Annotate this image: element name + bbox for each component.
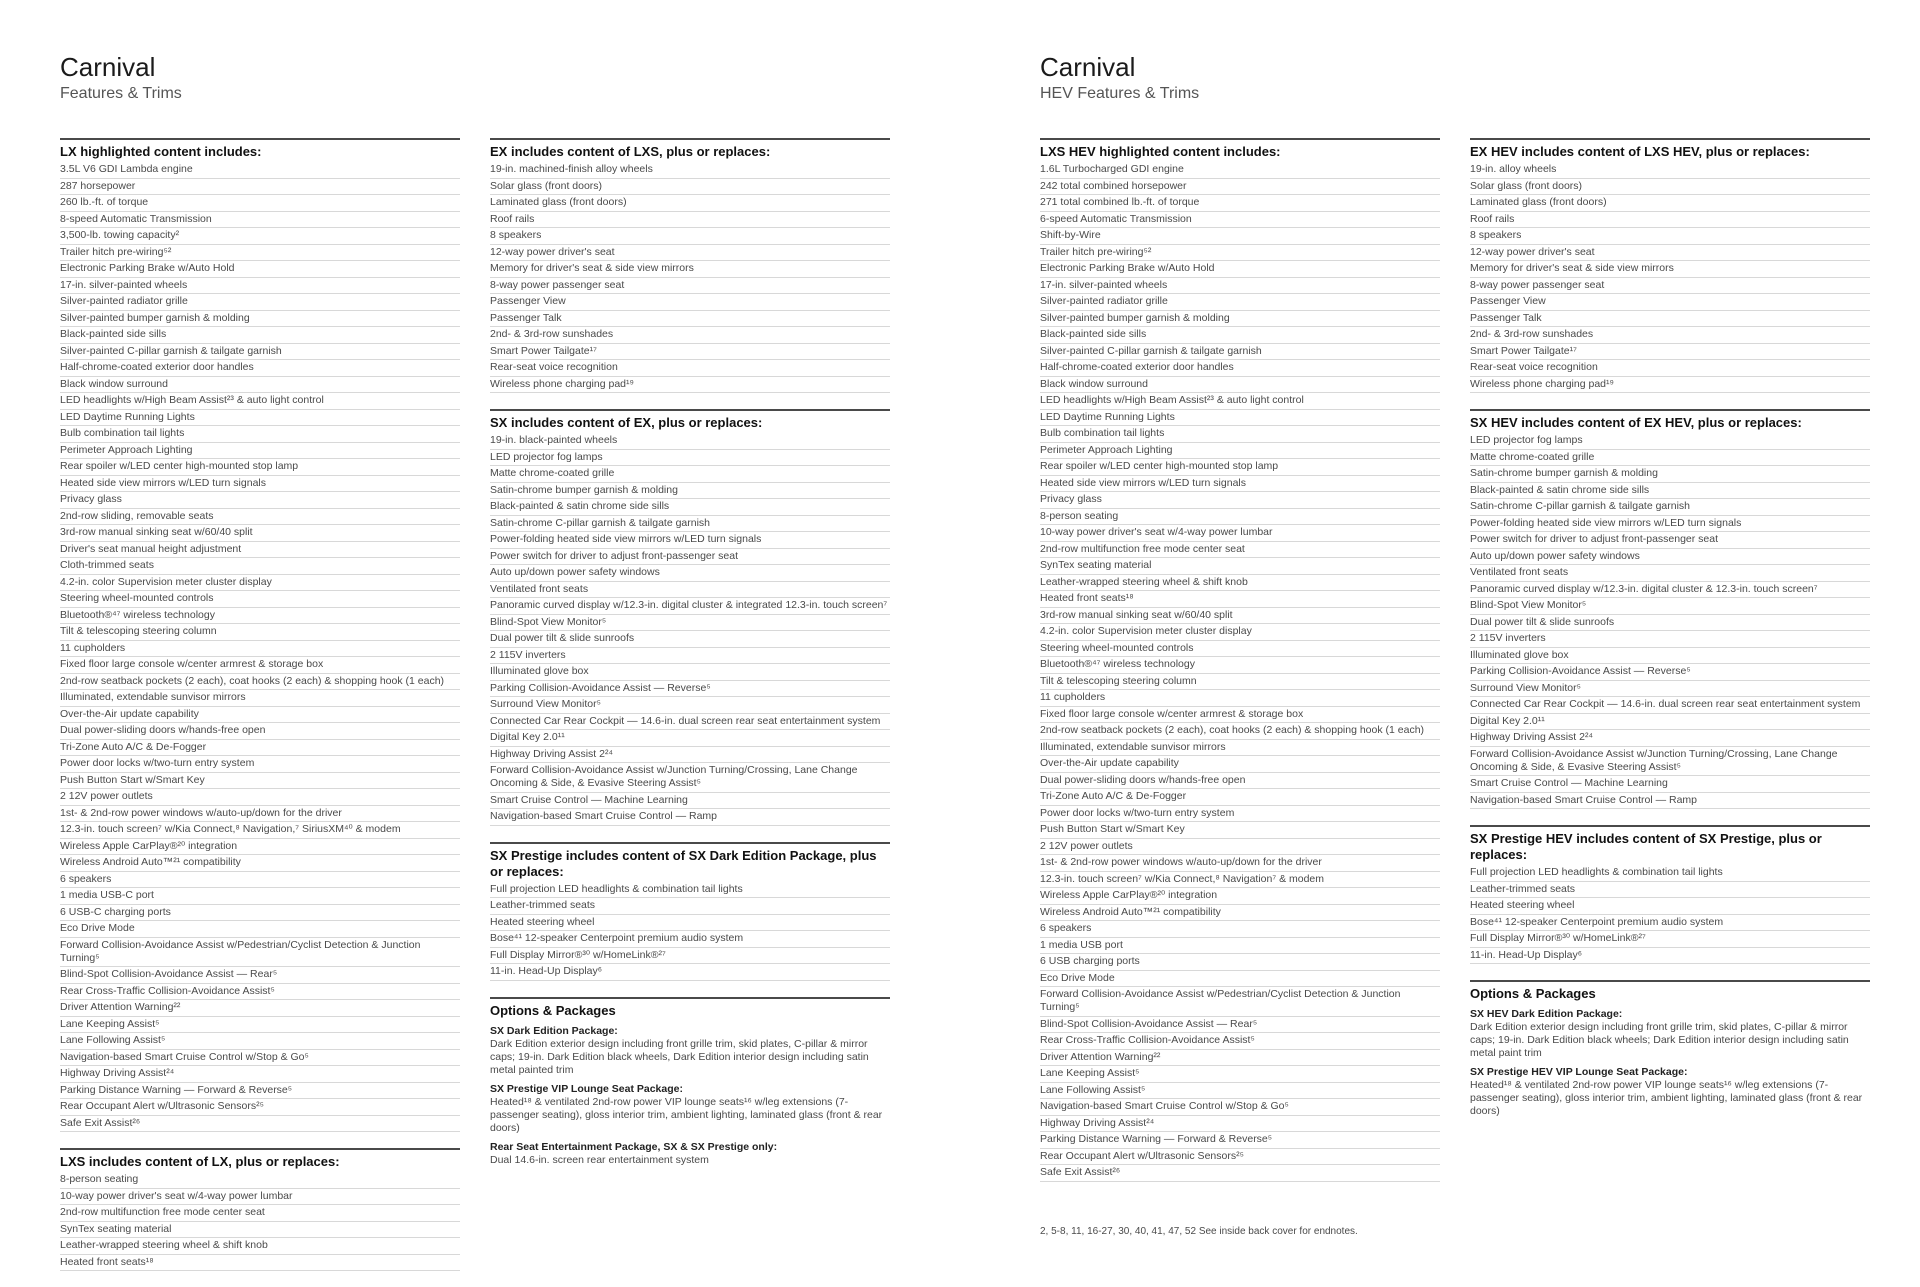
- package-description: Heated¹⁸ & ventilated 2nd-row power VIP lounge seats¹⁶ w/leg extensions (7-passenger seating), gloss interior trim, ambient lighting, laminated glass (front & rear doors): [1470, 1079, 1863, 1117]
- feature-item: 2nd- & 3rd-row sunshades: [490, 327, 890, 344]
- feature-item: Wireless phone charging pad¹⁹: [1470, 377, 1870, 394]
- feature-item: 19-in. alloy wheels: [1470, 162, 1870, 179]
- feature-item: Parking Collision-Avoidance Assist — Reverse⁵: [490, 681, 890, 698]
- feature-item: 2nd-row multifunction free mode center seat: [1040, 542, 1440, 559]
- feature-item: Bulb combination tail lights: [60, 426, 460, 443]
- feature-item: 2 12V power outlets: [1040, 839, 1440, 856]
- feature-item: Tri-Zone Auto A/C & De-Fogger: [1040, 789, 1440, 806]
- feature-item: Blind-Spot Collision-Avoidance Assist — Rear⁵: [60, 967, 460, 984]
- feature-item: Satin-chrome bumper garnish & molding: [1470, 466, 1870, 483]
- feature-item: Illuminated, extendable sunvisor mirrors: [1040, 740, 1440, 757]
- feature-item: Solar glass (front doors): [1470, 179, 1870, 196]
- feature-item: Eco Drive Mode: [60, 921, 460, 938]
- feature-item: 8-speed Automatic Transmission: [60, 212, 460, 229]
- feature-item: Black-painted side sills: [60, 327, 460, 344]
- options-title: Options & Packages: [1470, 986, 1596, 1001]
- feature-item: Heated steering wheel: [490, 915, 890, 932]
- feature-item: Wireless Android Auto™²¹ compatibility: [1040, 905, 1440, 922]
- feature-item: Steering wheel-mounted controls: [1040, 641, 1440, 658]
- feature-item: 3rd-row manual sinking seat w/60/40 split: [60, 525, 460, 542]
- feature-item: Matte chrome-coated grille: [490, 466, 890, 483]
- feature-item: 6 USB charging ports: [1040, 954, 1440, 971]
- feature-item: Eco Drive Mode: [1040, 971, 1440, 988]
- feature-item: Over-the-Air update capability: [1040, 756, 1440, 773]
- right-page: [980, 0, 1920, 1260]
- feature-item: Half-chrome-coated exterior door handles: [60, 360, 460, 377]
- feature-item: 2 12V power outlets: [60, 789, 460, 806]
- feature-item: Power switch for driver to adjust front-passenger seat: [1470, 532, 1870, 549]
- feature-item: 11-in. Head-Up Display⁶: [1470, 948, 1870, 965]
- feature-item: Panoramic curved display w/12.3-in. digital cluster & 12.3-in. touch screen⁷: [1470, 582, 1870, 599]
- feature-item: Push Button Start w/Smart Key: [1040, 822, 1440, 839]
- feature-list: [490, 882, 890, 981]
- feature-item: 12.3-in. touch screen⁷ w/Kia Connect,⁸ Navigation,⁷ SiriusXM⁴⁰ & modem: [60, 822, 460, 839]
- feature-item: Passenger View: [1470, 294, 1870, 311]
- feature-item: 1st- & 2nd-row power windows w/auto-up/down for the driver: [1040, 855, 1440, 872]
- feature-item: Power-folding heated side view mirrors w/LED turn signals: [1470, 516, 1870, 533]
- section-title: LX highlighted content includes:: [60, 144, 262, 159]
- feature-item: 260 lb.-ft. of torque: [60, 195, 460, 212]
- feature-item: 1st- & 2nd-row power windows w/auto-up/down for the driver: [60, 806, 460, 823]
- feature-item: Auto up/down power safety windows: [490, 565, 890, 582]
- feature-item: Dual power tilt & slide sunroofs: [1470, 615, 1870, 632]
- feature-item: Black window surround: [1040, 377, 1440, 394]
- feature-item: 2nd-row seatback pockets (2 each), coat hooks (2 each) & shopping hook (1 each): [1040, 723, 1440, 740]
- package-description: Dual 14.6-in. screen rear entertainment system: [490, 1153, 709, 1166]
- feature-list: [1470, 162, 1870, 393]
- feature-item: 3rd-row manual sinking seat w/60/40 split: [1040, 608, 1440, 625]
- feature-item: Rear Occupant Alert w/Ultrasonic Sensors²⁵: [1040, 1149, 1440, 1166]
- feature-item: Passenger Talk: [1470, 311, 1870, 328]
- feature-item: Heated side view mirrors w/LED turn signals: [1040, 476, 1440, 493]
- feature-item: Highway Driving Assist²⁴: [60, 1066, 460, 1083]
- feature-item: Black-painted side sills: [1040, 327, 1440, 344]
- package-description: Heated¹⁸ & ventilated 2nd-row power VIP lounge seats¹⁶ w/leg extensions (7-passenger seating), gloss interior trim, ambient lighting, laminated glass (front & rear doors): [490, 1095, 883, 1134]
- feature-item: Navigation-based Smart Cruise Control — Ramp: [490, 809, 890, 826]
- section-title: EX includes content of LXS, plus or replaces:: [490, 144, 771, 159]
- feature-item: 8-way power passenger seat: [1470, 278, 1870, 295]
- section-title: LXS includes content of LX, plus or replaces:: [60, 1154, 340, 1169]
- feature-item: Blind-Spot View Monitor⁵: [490, 615, 890, 632]
- feature-item: Highway Driving Assist 2²⁴: [490, 747, 890, 764]
- feature-item: 8-person seating: [1040, 509, 1440, 526]
- section-title: SX Prestige HEV includes content of SX Prestige, plus or replaces:: [1470, 831, 1822, 862]
- options-section: [1470, 980, 1870, 1118]
- right-header: [1040, 52, 1199, 104]
- feature-item: Dual power tilt & slide sunroofs: [490, 631, 890, 648]
- feature-item: Lane Keeping Assist⁵: [60, 1017, 460, 1034]
- feature-item: Heated front seats¹⁸: [1040, 591, 1440, 608]
- feature-item: 3.5L V6 GDI Lambda engine: [60, 162, 460, 179]
- feature-item: Black window surround: [60, 377, 460, 394]
- feature-item: 8 speakers: [490, 228, 890, 245]
- feature-item: Full Display Mirror®³⁰ w/HomeLink®²⁷: [1470, 931, 1870, 948]
- feature-item: Memory for driver's seat & side view mirrors: [490, 261, 890, 278]
- feature-list: [1470, 865, 1870, 964]
- feature-item: Wireless Android Auto™²¹ compatibility: [60, 855, 460, 872]
- feature-item: Auto up/down power safety windows: [1470, 549, 1870, 566]
- trim-section: [1040, 138, 1440, 1182]
- feature-item: Silver-painted bumper garnish & molding: [60, 311, 460, 328]
- feature-item: Blind-Spot Collision-Avoidance Assist — Rear⁵: [1040, 1017, 1440, 1034]
- feature-item: Bluetooth®⁴⁷ wireless technology: [1040, 657, 1440, 674]
- feature-item: Shift-by-Wire: [1040, 228, 1440, 245]
- feature-item: Driver Attention Warning²²: [60, 1000, 460, 1017]
- package-description: Dark Edition exterior design including front grille trim, skid plates, C-pillar & mirror caps; 19-in. Dark Edition black wheels, Dark Edition interior design including satin metal painted trim: [490, 1037, 869, 1076]
- feature-item: Satin-chrome C-pillar garnish & tailgate garnish: [1470, 499, 1870, 516]
- package-name: SX Prestige HEV VIP Lounge Seat Package:: [1470, 1066, 1688, 1078]
- feature-item: Smart Cruise Control — Machine Learning: [490, 793, 890, 810]
- feature-item: 2nd-row sliding, removable seats: [60, 509, 460, 526]
- feature-item: 6-speed Automatic Transmission: [1040, 212, 1440, 229]
- feature-item: Silver-painted C-pillar garnish & tailgate garnish: [60, 344, 460, 361]
- feature-item: Tilt & telescoping steering column: [60, 624, 460, 641]
- feature-item: Parking Distance Warning — Forward & Reverse⁵: [60, 1083, 460, 1100]
- feature-item: Heated steering wheel: [1470, 898, 1870, 915]
- feature-item: Smart Power Tailgate¹⁷: [490, 344, 890, 361]
- feature-item: Driver's seat manual height adjustment: [60, 542, 460, 559]
- feature-item: Rear Occupant Alert w/Ultrasonic Sensors²⁵: [60, 1099, 460, 1116]
- feature-item: 4.2-in. color Supervision meter cluster display: [60, 575, 460, 592]
- feature-item: Laminated glass (front doors): [490, 195, 890, 212]
- feature-item: Power switch for driver to adjust front-passenger seat: [490, 549, 890, 566]
- trim-section: [1470, 825, 1870, 964]
- package-name: Rear Seat Entertainment Package, SX & SX Prestige only:: [490, 1140, 778, 1153]
- feature-item: Forward Collision-Avoidance Assist w/Junction Turning/Crossing, Lane Change Oncoming & Side, & Evasive Steering Assist⁵: [1470, 747, 1870, 777]
- feature-item: Leather-wrapped steering wheel & shift knob: [60, 1238, 460, 1255]
- feature-item: 11 cupholders: [60, 641, 460, 658]
- feature-item: Electronic Parking Brake w/Auto Hold: [1040, 261, 1440, 278]
- feature-item: Bluetooth®⁴⁷ wireless technology: [60, 608, 460, 625]
- feature-item: Silver-painted C-pillar garnish & tailgate garnish: [1040, 344, 1440, 361]
- feature-item: Panoramic curved display w/12.3-in. digital cluster & integrated 12.3-in. touch screen⁷: [490, 598, 890, 615]
- feature-list: [60, 162, 460, 1132]
- feature-item: Highway Driving Assist²⁴: [1040, 1116, 1440, 1133]
- feature-item: Navigation-based Smart Cruise Control w/Stop & Go⁵: [60, 1050, 460, 1067]
- feature-item: Illuminated, extendable sunvisor mirrors: [60, 690, 460, 707]
- feature-item: Heated side view mirrors w/LED turn signals: [60, 476, 460, 493]
- feature-list: [1040, 162, 1440, 1182]
- feature-item: Smart Cruise Control — Machine Learning: [1470, 776, 1870, 793]
- section-title: LXS HEV highlighted content includes:: [1040, 144, 1281, 159]
- feature-item: Forward Collision-Avoidance Assist w/Junction Turning/Crossing, Lane Change Oncoming & Side, & Evasive Steering Assist⁵: [490, 763, 890, 793]
- feature-item: Push Button Start w/Smart Key: [60, 773, 460, 790]
- feature-item: LED headlights w/High Beam Assist²³ & auto light control: [60, 393, 460, 410]
- feature-item: Black-painted & satin chrome side sills: [490, 499, 890, 516]
- page-title: Carnival: [60, 52, 156, 82]
- feature-item: 19-in. machined-finish alloy wheels: [490, 162, 890, 179]
- feature-item: Fixed floor large console w/center armrest & storage box: [60, 657, 460, 674]
- feature-item: 2nd-row seatback pockets (2 each), coat hooks (2 each) & shopping hook (1 each): [60, 674, 460, 691]
- feature-item: Rear-seat voice recognition: [490, 360, 890, 377]
- feature-item: Rear Cross-Traffic Collision-Avoidance Assist⁵: [60, 984, 460, 1001]
- feature-item: Solar glass (front doors): [490, 179, 890, 196]
- feature-item: Lane Keeping Assist⁵: [1040, 1066, 1440, 1083]
- feature-item: 3,500-lb. towing capacity²: [60, 228, 460, 245]
- options-title: Options & Packages: [490, 1002, 616, 1018]
- feature-item: Connected Car Rear Cockpit — 14.6-in. dual screen rear seat entertainment system: [1470, 697, 1870, 714]
- feature-item: Perimeter Approach Lighting: [1040, 443, 1440, 460]
- feature-item: Forward Collision-Avoidance Assist w/Pedestrian/Cyclist Detection & Junction Turning⁵: [60, 938, 460, 968]
- feature-item: Safe Exit Assist²⁶: [1040, 1165, 1440, 1182]
- feature-item: Roof rails: [1470, 212, 1870, 229]
- package-description: Dark Edition exterior design including front grille trim, skid plates, C-pillar & mirror caps; 19-in. Dark Edition black wheels; Dark Edition interior design including satin metal paint trim: [1470, 1021, 1849, 1059]
- feature-item: 8 speakers: [1470, 228, 1870, 245]
- feature-item: 11 cupholders: [1040, 690, 1440, 707]
- feature-item: Memory for driver's seat & side view mirrors: [1470, 261, 1870, 278]
- feature-item: 6 speakers: [1040, 921, 1440, 938]
- feature-item: 12.3-in. touch screen⁷ w/Kia Connect,⁸ Navigation⁷ & modem: [1040, 872, 1440, 889]
- feature-item: Highway Driving Assist 2²⁴: [1470, 730, 1870, 747]
- left-column-2: [490, 138, 890, 1183]
- feature-item: Over-the-Air update capability: [60, 707, 460, 724]
- feature-item: 2 115V inverters: [490, 648, 890, 665]
- feature-item: Half-chrome-coated exterior door handles: [1040, 360, 1440, 377]
- feature-item: LED projector fog lamps: [490, 450, 890, 467]
- left-page: [0, 0, 960, 1268]
- feature-item: Digital Key 2.0¹¹: [490, 730, 890, 747]
- feature-list: [60, 1172, 460, 1271]
- feature-item: 10-way power driver's seat w/4-way power lumbar: [1040, 525, 1440, 542]
- right-column-1: [1040, 138, 1440, 1198]
- feature-item: Passenger Talk: [490, 311, 890, 328]
- trim-section: [490, 842, 890, 981]
- section-title: SX HEV includes content of EX HEV, plus or replaces:: [1470, 415, 1802, 430]
- feature-item: Silver-painted radiator grille: [60, 294, 460, 311]
- feature-item: Power door locks w/two-turn entry system: [60, 756, 460, 773]
- feature-item: Full projection LED headlights & combination tail lights: [490, 882, 890, 899]
- feature-item: 6 USB-C charging ports: [60, 905, 460, 922]
- feature-item: 6 speakers: [60, 872, 460, 889]
- feature-item: Connected Car Rear Cockpit — 14.6-in. dual screen rear seat entertainment system: [490, 714, 890, 731]
- section-title: EX HEV includes content of LXS HEV, plus or replaces:: [1470, 144, 1810, 159]
- feature-item: Cloth-trimmed seats: [60, 558, 460, 575]
- feature-item: Matte chrome-coated grille: [1470, 450, 1870, 467]
- feature-item: Rear-seat voice recognition: [1470, 360, 1870, 377]
- trim-section: [490, 409, 890, 826]
- feature-item: Power door locks w/two-turn entry system: [1040, 806, 1440, 823]
- feature-item: Wireless Apple CarPlay®²⁰ integration: [1040, 888, 1440, 905]
- feature-item: Driver Attention Warning²²: [1040, 1050, 1440, 1067]
- feature-item: Bulb combination tail lights: [1040, 426, 1440, 443]
- feature-item: Dual power-sliding doors w/hands-free open: [1040, 773, 1440, 790]
- feature-item: Safe Exit Assist²⁶: [60, 1116, 460, 1133]
- feature-item: Trailer hitch pre-wiring⁵²: [60, 245, 460, 262]
- feature-item: 10-way power driver's seat w/4-way power lumbar: [60, 1189, 460, 1206]
- feature-item: 17-in. silver-painted wheels: [1040, 278, 1440, 295]
- feature-item: Tilt & telescoping steering column: [1040, 674, 1440, 691]
- feature-item: Parking Distance Warning — Forward & Reverse⁵: [1040, 1132, 1440, 1149]
- feature-item: Steering wheel-mounted controls: [60, 591, 460, 608]
- feature-item: Full Display Mirror®³⁰ w/HomeLink®²⁷: [490, 948, 890, 965]
- feature-item: Bose⁴¹ 12-speaker Centerpoint premium audio system: [1470, 915, 1870, 932]
- feature-item: 2 115V inverters: [1470, 631, 1870, 648]
- feature-item: Navigation-based Smart Cruise Control — Ramp: [1470, 793, 1870, 810]
- feature-item: 271 total combined lb.-ft. of torque: [1040, 195, 1440, 212]
- feature-item: Leather-trimmed seats: [1470, 882, 1870, 899]
- feature-item: Perimeter Approach Lighting: [60, 443, 460, 460]
- feature-item: Silver-painted bumper garnish & molding: [1040, 311, 1440, 328]
- feature-item: Silver-painted radiator grille: [1040, 294, 1440, 311]
- feature-item: Illuminated glove box: [1470, 648, 1870, 665]
- section-title: SX Prestige includes content of SX Dark Edition Package, plus or replaces:: [490, 847, 877, 879]
- feature-item: LED headlights w/High Beam Assist²³ & auto light control: [1040, 393, 1440, 410]
- feature-item: Wireless phone charging pad¹⁹: [490, 377, 890, 394]
- feature-item: Full projection LED headlights & combination tail lights: [1470, 865, 1870, 882]
- trim-section: [1470, 409, 1870, 809]
- page-subtitle: Features & Trims: [60, 85, 182, 102]
- feature-item: Leather-wrapped steering wheel & shift knob: [1040, 575, 1440, 592]
- feature-item: Digital Key 2.0¹¹: [1470, 714, 1870, 731]
- feature-item: 2nd-row multifunction free mode center seat: [60, 1205, 460, 1222]
- feature-item: Satin-chrome bumper garnish & molding: [490, 483, 890, 500]
- feature-item: Forward Collision-Avoidance Assist w/Pedestrian/Cyclist Detection & Junction Turning⁵: [1040, 987, 1440, 1017]
- feature-item: Illuminated glove box: [490, 664, 890, 681]
- feature-item: Electronic Parking Brake w/Auto Hold: [60, 261, 460, 278]
- package-name: SX Dark Edition Package:: [490, 1024, 618, 1037]
- feature-item: LED projector fog lamps: [1470, 433, 1870, 450]
- feature-item: Trailer hitch pre-wiring⁵²: [1040, 245, 1440, 262]
- section-title: SX includes content of EX, plus or replaces:: [490, 415, 763, 430]
- feature-item: Ventilated front seats: [490, 582, 890, 599]
- left-header: [60, 52, 182, 104]
- feature-item: SynTex seating material: [60, 1222, 460, 1239]
- feature-item: Dual power-sliding doors w/hands-free open: [60, 723, 460, 740]
- feature-item: Rear spoiler w/LED center high-mounted stop lamp: [1040, 459, 1440, 476]
- feature-item: Power-folding heated side view mirrors w/LED turn signals: [490, 532, 890, 549]
- feature-item: Surround View Monitor⁵: [490, 697, 890, 714]
- package-name: SX HEV Dark Edition Package:: [1470, 1008, 1623, 1020]
- feature-item: 19-in. black-painted wheels: [490, 433, 890, 450]
- feature-item: 1 media USB-C port: [60, 888, 460, 905]
- feature-item: 2nd- & 3rd-row sunshades: [1470, 327, 1870, 344]
- page-title: Carnival: [1040, 52, 1136, 82]
- feature-item: Smart Power Tailgate¹⁷: [1470, 344, 1870, 361]
- options-section: [490, 997, 890, 1167]
- feature-item: Surround View Monitor⁵: [1470, 681, 1870, 698]
- feature-item: Ventilated front seats: [1470, 565, 1870, 582]
- trim-section: [1470, 138, 1870, 393]
- feature-item: Laminated glass (front doors): [1470, 195, 1870, 212]
- feature-item: 1 media USB port: [1040, 938, 1440, 955]
- endnotes-footnote: 2, 5-8, 11, 16-27, 30, 40, 41, 47, 52 See inside back cover for endnotes.: [1040, 1226, 1358, 1237]
- feature-item: Parking Collision-Avoidance Assist — Reverse⁵: [1470, 664, 1870, 681]
- feature-item: 8-way power passenger seat: [490, 278, 890, 295]
- feature-item: Bose⁴¹ 12-speaker Centerpoint premium audio system: [490, 931, 890, 948]
- feature-item: 11-in. Head-Up Display⁶: [490, 964, 890, 981]
- feature-item: Roof rails: [490, 212, 890, 229]
- trim-section: [60, 1148, 460, 1271]
- trim-section: [60, 138, 460, 1132]
- feature-item: Rear spoiler w/LED center high-mounted stop lamp: [60, 459, 460, 476]
- feature-item: 287 horsepower: [60, 179, 460, 196]
- feature-item: Lane Following Assist⁵: [60, 1033, 460, 1050]
- feature-item: LED Daytime Running Lights: [1040, 410, 1440, 427]
- package-name: SX Prestige VIP Lounge Seat Package:: [490, 1082, 683, 1095]
- feature-item: 12-way power driver's seat: [490, 245, 890, 262]
- feature-item: 8-person seating: [60, 1172, 460, 1189]
- feature-item: 1.6L Turbocharged GDI engine: [1040, 162, 1440, 179]
- feature-item: 4.2-in. color Supervision meter cluster display: [1040, 624, 1440, 641]
- feature-item: Heated front seats¹⁸: [60, 1255, 460, 1272]
- feature-list: [490, 433, 890, 826]
- left-column-1: [60, 138, 460, 1287]
- feature-item: Navigation-based Smart Cruise Control w/Stop & Go⁵: [1040, 1099, 1440, 1116]
- feature-list: [490, 162, 890, 393]
- feature-item: Satin-chrome C-pillar garnish & tailgate garnish: [490, 516, 890, 533]
- feature-item: SynTex seating material: [1040, 558, 1440, 575]
- feature-item: Black-painted & satin chrome side sills: [1470, 483, 1870, 500]
- feature-item: Blind-Spot View Monitor⁵: [1470, 598, 1870, 615]
- trim-section: [490, 138, 890, 393]
- right-column-2: [1470, 138, 1870, 1134]
- feature-item: Tri-Zone Auto A/C & De-Fogger: [60, 740, 460, 757]
- feature-item: LED Daytime Running Lights: [60, 410, 460, 427]
- feature-item: Leather-trimmed seats: [490, 898, 890, 915]
- feature-item: Fixed floor large console w/center armrest & storage box: [1040, 707, 1440, 724]
- feature-item: Privacy glass: [60, 492, 460, 509]
- feature-item: Rear Cross-Traffic Collision-Avoidance Assist⁵: [1040, 1033, 1440, 1050]
- feature-item: 242 total combined horsepower: [1040, 179, 1440, 196]
- feature-item: Lane Following Assist⁵: [1040, 1083, 1440, 1100]
- feature-item: Privacy glass: [1040, 492, 1440, 509]
- feature-list: [1470, 433, 1870, 809]
- page-subtitle: HEV Features & Trims: [1040, 85, 1200, 102]
- feature-item: Wireless Apple CarPlay®²⁰ integration: [60, 839, 460, 856]
- feature-item: Passenger View: [490, 294, 890, 311]
- feature-item: 12-way power driver's seat: [1470, 245, 1870, 262]
- feature-item: 17-in. silver-painted wheels: [60, 278, 460, 295]
